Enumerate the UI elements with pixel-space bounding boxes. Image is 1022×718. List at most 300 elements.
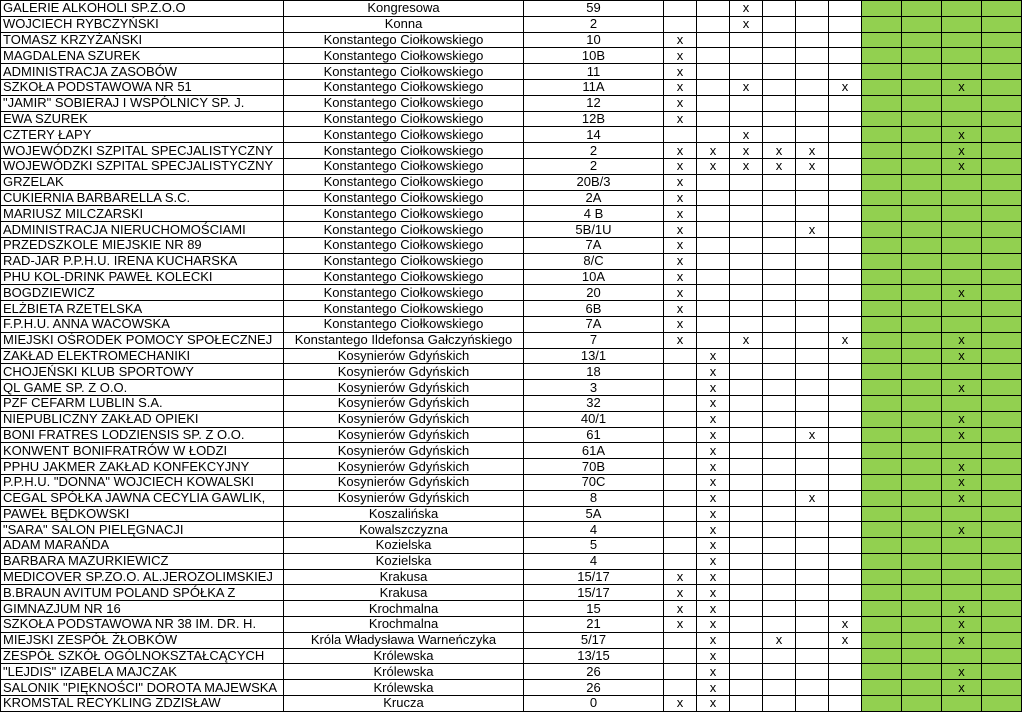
table-row [1,648,1022,664]
mark-cell [763,64,796,80]
company-name-cell: QL GAME SP. Z O.O. [1,380,284,396]
green-mark-cell: x [942,380,982,396]
mark-cell [829,506,862,522]
company-name-cell: BOGDZIEWICZ [1,285,284,301]
mark-cell [796,316,829,332]
green-mark-cell [902,237,942,253]
building-number-cell: 2A [524,190,664,206]
green-mark-cell [902,538,942,554]
mark-cell [763,395,796,411]
table-row [1,490,1022,506]
mark-cell [829,16,862,32]
mark-cell [730,348,763,364]
company-name-cell: "SARA" SALON PIELĘGNACJI [1,522,284,538]
mark-cell [697,269,730,285]
building-number-cell: 8/C [524,253,664,269]
green-mark-cell [902,143,942,159]
mark-cell: x [730,158,763,174]
street-cell: Konstantego Ciołkowskiego [284,48,524,64]
mark-cell [664,648,697,664]
mark-cell [796,648,829,664]
mark-cell [796,411,829,427]
mark-cell [664,380,697,396]
mark-cell [697,285,730,301]
mark-cell [829,585,862,601]
green-mark-cell [862,348,902,364]
table-row [1,253,1022,269]
mark-cell: x [697,632,730,648]
mark-cell [763,174,796,190]
green-mark-cell [982,632,1022,648]
mark-cell [697,95,730,111]
mark-cell [763,190,796,206]
mark-cell [796,190,829,206]
mark-cell [664,664,697,680]
mark-cell [664,538,697,554]
mark-cell [664,506,697,522]
company-name-cell: KONWENT BONIFRATRÓW W ŁODZI [1,443,284,459]
table-row [1,222,1022,238]
mark-cell [763,506,796,522]
mark-cell [829,522,862,538]
mark-cell [730,395,763,411]
building-number-cell: 20B/3 [524,174,664,190]
mark-cell: x [697,538,730,554]
mark-cell: x [763,143,796,159]
building-number-cell: 5/17 [524,632,664,648]
company-name-cell: MARIUSZ MILCZARSKI [1,206,284,222]
mark-cell [829,316,862,332]
mark-cell: x [664,285,697,301]
mark-cell: x [697,364,730,380]
table-row [1,301,1022,317]
table-row [1,16,1022,32]
green-mark-cell [942,95,982,111]
table-row [1,411,1022,427]
green-mark-cell [982,269,1022,285]
green-mark-cell [862,380,902,396]
street-cell: Kozielska [284,538,524,554]
table-row [1,127,1022,143]
company-name-cell: MEDICOVER SP.ZO.O. AL.JEROZOLIMSKIEJ [1,569,284,585]
mark-cell: x [664,48,697,64]
green-mark-cell [982,696,1022,712]
building-number-cell: 14 [524,127,664,143]
mark-cell [730,364,763,380]
table-row [1,174,1022,190]
mark-cell [697,237,730,253]
table-row [1,632,1022,648]
mark-cell [796,269,829,285]
company-name-cell: KROMSTAL RECYKLING ZDZISŁAW [1,696,284,712]
mark-cell [697,127,730,143]
mark-cell [829,601,862,617]
company-name-cell: GRZELAK [1,174,284,190]
green-mark-cell [902,16,942,32]
mark-cell: x [664,111,697,127]
company-name-cell: ADAM MARAŃDA [1,538,284,554]
mark-cell [763,569,796,585]
mark-cell: x [730,143,763,159]
green-mark-cell [902,696,942,712]
mark-cell [763,459,796,475]
green-mark-cell [982,680,1022,696]
green-mark-cell [862,237,902,253]
mark-cell [664,474,697,490]
green-mark-cell [902,111,942,127]
company-name-cell: ADMINISTRACJA NIERUCHOMOŚCIAMI [1,222,284,238]
mark-cell [730,632,763,648]
mark-cell: x [697,696,730,712]
street-cell: Koszalińska [284,506,524,522]
company-name-cell: CZTERY ŁAPY [1,127,284,143]
mark-cell: x [697,553,730,569]
green-mark-cell [902,522,942,538]
mark-cell [829,285,862,301]
mark-cell: x [664,190,697,206]
table-row [1,206,1022,222]
green-mark-cell [902,316,942,332]
table-row [1,664,1022,680]
green-mark-cell [982,237,1022,253]
building-number-cell: 10A [524,269,664,285]
green-mark-cell [982,253,1022,269]
green-mark-cell [862,222,902,238]
mark-cell [763,253,796,269]
mark-cell [796,632,829,648]
company-name-cell: CEGAL SPÓŁKA JAWNA CECYLIA GAWLIK, [1,490,284,506]
mark-cell [829,348,862,364]
green-mark-cell [982,538,1022,554]
mark-cell: x [763,158,796,174]
mark-cell [796,617,829,633]
company-name-cell: PHU KOL-DRINK PAWEŁ KOLECKI [1,269,284,285]
green-mark-cell: x [942,522,982,538]
mark-cell [763,696,796,712]
building-number-cell: 26 [524,680,664,696]
mark-cell [730,380,763,396]
mark-cell [730,95,763,111]
mark-cell [664,348,697,364]
green-mark-cell [902,474,942,490]
green-mark-cell: x [942,127,982,143]
green-mark-cell: x [942,427,982,443]
green-mark-cell [862,601,902,617]
mark-cell [763,443,796,459]
mark-cell: x [664,79,697,95]
mark-cell [796,206,829,222]
mark-cell [796,32,829,48]
mark-cell [763,427,796,443]
green-mark-cell [982,301,1022,317]
green-mark-cell: x [942,459,982,475]
mark-cell [730,285,763,301]
mark-cell [829,174,862,190]
mark-cell: x [697,490,730,506]
mark-cell [730,32,763,48]
street-cell: Kosynierów Gdyńskich [284,459,524,475]
mark-cell [829,127,862,143]
mark-cell [796,569,829,585]
mark-cell [763,585,796,601]
building-number-cell: 2 [524,16,664,32]
green-mark-cell [862,443,902,459]
mark-cell [796,506,829,522]
green-mark-cell [982,506,1022,522]
table-row [1,569,1022,585]
building-number-cell: 5A [524,506,664,522]
green-mark-cell [902,648,942,664]
mark-cell [664,680,697,696]
mark-cell [730,474,763,490]
building-number-cell: 26 [524,664,664,680]
company-name-cell: PRZEDSZKOLE MIEJSKIE NR 89 [1,237,284,253]
mark-cell: x [664,301,697,317]
building-number-cell: 11A [524,79,664,95]
green-mark-cell [942,253,982,269]
green-mark-cell [982,79,1022,95]
mark-cell: x [664,601,697,617]
mark-cell: x [664,237,697,253]
mark-cell [697,316,730,332]
mark-cell [664,632,697,648]
company-name-cell: BONI FRATRES LODZIENSIS SP. Z O.O. [1,427,284,443]
green-mark-cell [902,459,942,475]
street-cell: Krakusa [284,569,524,585]
mark-cell [697,174,730,190]
street-cell: Konstantego Ildefonsa Gałczyńskiego [284,332,524,348]
green-mark-cell [982,443,1022,459]
green-mark-cell [982,617,1022,633]
company-name-cell: SALONIK "PIĘKNOŚCI" DOROTA MAJEWSKA [1,680,284,696]
table-row [1,158,1022,174]
company-name-cell: B.BRAUN AVITUM POLAND SPÓŁKA Z [1,585,284,601]
building-number-cell: 59 [524,1,664,17]
mark-cell [763,380,796,396]
mark-cell [829,158,862,174]
building-number-cell: 4 [524,522,664,538]
green-mark-cell [942,111,982,127]
mark-cell [829,427,862,443]
table-body [1,1,1022,712]
green-mark-cell [902,301,942,317]
building-number-cell: 7A [524,237,664,253]
building-number-cell: 15/17 [524,569,664,585]
mark-cell [763,348,796,364]
mark-cell [796,459,829,475]
mark-cell [664,127,697,143]
mark-cell [763,538,796,554]
mark-cell [763,411,796,427]
green-mark-cell [862,174,902,190]
mark-cell [829,32,862,48]
mark-cell: x [763,632,796,648]
green-mark-cell [942,648,982,664]
street-cell: Króla Władysława Warneńczyka [284,632,524,648]
table-row [1,237,1022,253]
mark-cell [829,190,862,206]
mark-cell [763,285,796,301]
company-name-cell: PZF CEFARM LUBLIN S.A. [1,395,284,411]
table-row [1,332,1022,348]
green-mark-cell [862,427,902,443]
green-mark-cell [982,411,1022,427]
green-mark-cell: x [942,411,982,427]
green-mark-cell [902,332,942,348]
green-mark-cell [942,696,982,712]
company-name-cell: ELŻBIETA RZETELSKA [1,301,284,317]
company-name-cell: GIMNAZJUM NR 16 [1,601,284,617]
green-mark-cell [942,395,982,411]
green-mark-cell [982,395,1022,411]
green-mark-cell [942,443,982,459]
table-row [1,64,1022,80]
table-row [1,427,1022,443]
mark-cell [730,617,763,633]
mark-cell [829,569,862,585]
green-mark-cell [862,158,902,174]
mark-cell [829,380,862,396]
mark-cell [730,427,763,443]
mark-cell: x [664,32,697,48]
mark-cell [730,253,763,269]
green-mark-cell [902,601,942,617]
green-mark-cell [862,585,902,601]
green-mark-cell [902,617,942,633]
mark-cell [763,601,796,617]
table-row [1,79,1022,95]
building-number-cell: 13/1 [524,348,664,364]
mark-cell [697,1,730,17]
mark-cell [730,664,763,680]
green-mark-cell [942,269,982,285]
mark-cell [829,364,862,380]
table-row [1,696,1022,712]
mark-cell [829,411,862,427]
mark-cell [763,364,796,380]
mark-cell [829,222,862,238]
building-number-cell: 18 [524,364,664,380]
mark-cell [730,174,763,190]
company-name-cell: BARBARA MAZURKIEWICZ [1,553,284,569]
green-mark-cell [902,506,942,522]
mark-cell [829,459,862,475]
mark-cell [697,206,730,222]
green-mark-cell [862,32,902,48]
mark-cell [730,64,763,80]
mark-cell [664,395,697,411]
mark-cell [730,538,763,554]
green-mark-cell [902,222,942,238]
mark-cell: x [664,158,697,174]
green-mark-cell [902,79,942,95]
mark-cell: x [730,79,763,95]
green-mark-cell [902,190,942,206]
green-mark-cell [982,585,1022,601]
mark-cell [763,1,796,17]
green-mark-cell [862,190,902,206]
building-number-cell: 5 [524,538,664,554]
building-number-cell: 20 [524,285,664,301]
table-row [1,680,1022,696]
green-mark-cell [902,411,942,427]
green-mark-cell [862,680,902,696]
company-name-cell: F.P.H.U. ANNA WACOWSKA [1,316,284,332]
mark-cell: x [730,127,763,143]
mark-cell [796,538,829,554]
mark-cell [697,79,730,95]
green-mark-cell: x [942,601,982,617]
mark-cell [796,601,829,617]
mark-cell [796,285,829,301]
company-name-cell: PPHU JAKMER ZAKŁAD KONFEKCYJNY [1,459,284,475]
mark-cell [829,680,862,696]
green-mark-cell [862,395,902,411]
mark-cell [763,206,796,222]
green-mark-cell [902,158,942,174]
green-mark-cell [902,680,942,696]
mark-cell: x [697,411,730,427]
green-mark-cell [862,506,902,522]
green-mark-cell [982,348,1022,364]
green-mark-cell [982,474,1022,490]
street-cell: Kosynierów Gdyńskich [284,474,524,490]
mark-cell [763,16,796,32]
street-cell: Kosynierów Gdyńskich [284,348,524,364]
mark-cell: x [664,585,697,601]
building-number-cell: 7 [524,332,664,348]
green-mark-cell [862,1,902,17]
green-mark-cell [982,174,1022,190]
mark-cell: x [664,222,697,238]
mark-cell [796,253,829,269]
mark-cell [697,64,730,80]
street-cell: Królewska [284,664,524,680]
street-cell: Konstantego Ciołkowskiego [284,111,524,127]
table-row [1,348,1022,364]
company-name-cell: NIEPUBLICZNY ZAKŁAD OPIEKI [1,411,284,427]
mark-cell [763,332,796,348]
table-row [1,522,1022,538]
table-row [1,601,1022,617]
mark-cell [664,364,697,380]
street-cell: Konstantego Ciołkowskiego [284,32,524,48]
mark-cell: x [697,143,730,159]
street-cell: Kosynierów Gdyńskich [284,364,524,380]
mark-cell [796,474,829,490]
mark-cell [763,95,796,111]
green-mark-cell [862,617,902,633]
street-cell: Konstantego Ciołkowskiego [284,237,524,253]
green-mark-cell [862,332,902,348]
green-mark-cell [902,380,942,396]
mark-cell [763,222,796,238]
green-mark-cell [942,1,982,17]
mark-cell [829,253,862,269]
green-mark-cell [862,127,902,143]
green-mark-cell [982,459,1022,475]
mark-cell [664,522,697,538]
mark-cell: x [664,569,697,585]
building-number-cell: 11 [524,64,664,80]
company-name-cell: P.P.H.U. "DONNA" WOJCIECH KOWALSKI [1,474,284,490]
mark-cell: x [664,206,697,222]
street-cell: Konstantego Ciołkowskiego [284,269,524,285]
table-row [1,395,1022,411]
building-number-cell: 12B [524,111,664,127]
mark-cell [730,443,763,459]
mark-cell [796,522,829,538]
